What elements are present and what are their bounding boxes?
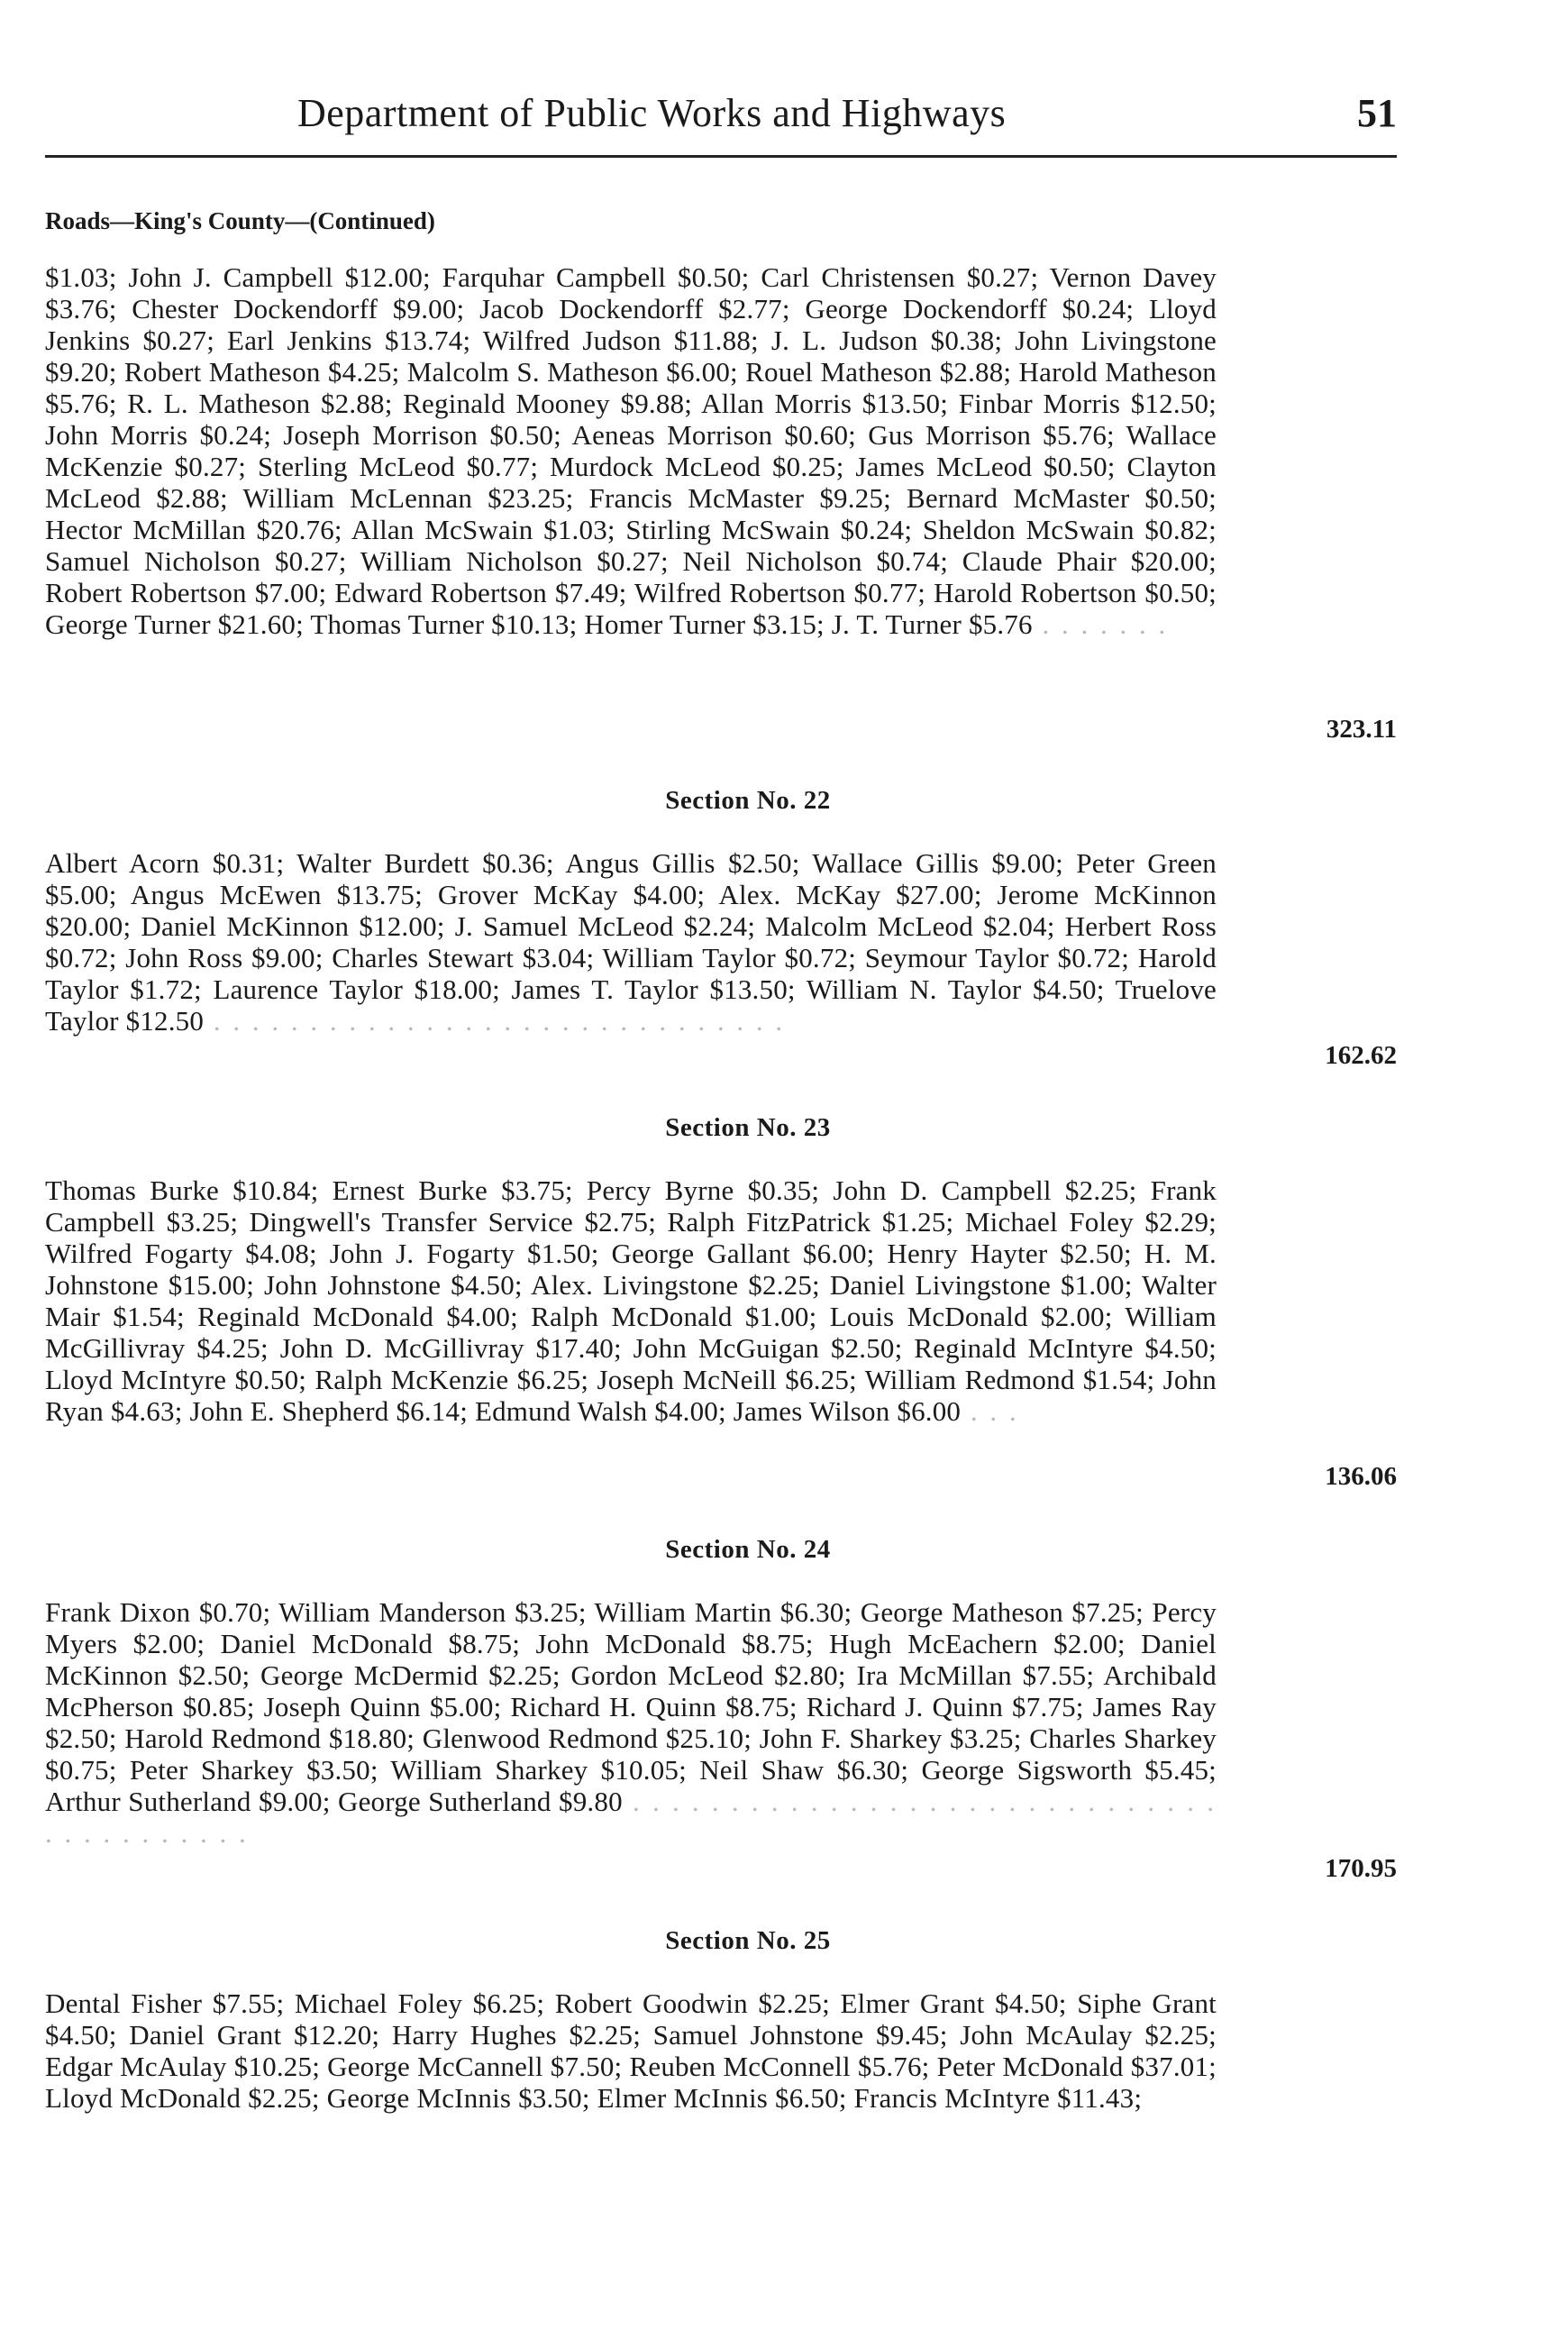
- entries-text: $1.03; John J. Campbell $12.00; Farquhar Campbell $0.50; Carl Christensen $0.27; Vernon Davey $3.76; Chester Dockendorff $9.00; Jacob Dockendorff $2.77; George Dockendorff $0.24; Lloyd Jenkins $0.27; Earl Jenkins $13.74; Wilfred Judson $11.88; J. L. Judson $0.38; John Livingstone $9.20; Robert Matheson $4.25; Malcolm S. Matheson $6.00; Rouel Matheson $2.88; Harold Matheson $5.76; R. L. Matheson $2.88; Reginald Mooney $9.88; Allan Morris $13.50; Finbar Morris $12.50; John Morris $0.24; Joseph Morrison $0.50; Aeneas Morrison $0.60; Gus Morrison $5.76; Wallace McKenzie $0.27; Sterling McLeod $0.77; Murdock McLeod $0.25; James McLeod $0.50; Clayton McLeod $2.88; William McLennan $23.25; Francis McMaster $9.25; Bernard McMaster $0.50; Hector McMillan $20.76; Allan McSwain $1.03; Stirling McSwain $0.24; Sheldon McSwain $0.82; Samuel Nicholson $0.27; William Nicholson $0.27; Neil Nicholson $0.74; Claude Phair $20.00; Robert Robertson $7.00; Edward Robertson $7.49; Wilfred Robertson $0.77; Harold Robertson $0.50; George Turner $21.60; Thomas Turner $10.13; Homer Turner $3.15; J. T. Turner $5.76: [45, 261, 1217, 640]
- section-total: 323.11: [1326, 715, 1397, 744]
- entries-text: Dental Fisher $7.55; Michael Foley $6.25; Robert Goodwin $2.25; Elmer Grant $4.50; Siphe Grant $4.50; Daniel Grant $12.20; Harry Hughes $2.25; Samuel Johnstone $9.45; John McAulay $2.25; Edgar McAulay $10.25; George McCannell $7.50; Reuben McConnell $5.76; Peter McDonald $37.01; Lloyd McDonald $2.25; George McInnis $3.50; Elmer McInnis $6.50; Francis McIntyre $11.43;: [45, 1987, 1217, 2114]
- running-heading: Roads—King's County—(Continued): [45, 207, 435, 234]
- section-entries: [45, 1596, 1217, 1849]
- page-title: Department of Public Works and Highways: [297, 91, 1007, 135]
- entries-text: Albert Acorn $0.31; Walter Burdett $0.36; Angus Gillis $2.50; Wallace Gillis $9.00; Peter Green $5.00; Angus McEwen $13.75; Grover McKay $4.00; Alex. McKay $27.00; Jerome McKinnon $20.00; Daniel McKinnon $12.00; J. Samuel McLeod $2.24; Malcolm McLeod $2.04; Herbert Ross $0.72; John Ross $9.00; Charles Stewart $3.04; William Taylor $0.72; Seymour Taylor $0.72; Harold Taylor $1.72; Laurence Taylor $18.00; James T. Taylor $13.50; William N. Taylor $4.50; Truelove Taylor $12.50: [45, 847, 1217, 1037]
- section-heading: Section No. 22: [665, 786, 831, 815]
- section-total: 162.62: [1325, 1041, 1397, 1070]
- page-number: 51: [1357, 91, 1397, 135]
- section-entries: [45, 1174, 1217, 1427]
- section-entries: [45, 847, 1217, 1037]
- section-heading: Section No. 23: [665, 1113, 831, 1142]
- continued-entries: [45, 261, 1217, 640]
- section-total: 170.95: [1325, 1854, 1397, 1883]
- entries-text: Frank Dixon $0.70; William Manderson $3.25; William Martin $6.30; George Matheson $7.25; Percy Myers $2.00; Daniel McDonald $8.75; John McDonald $8.75; Hugh McEachern $2.00; Daniel McKinnon $2.50; George McDermid $2.25; Gordon McLeod $2.80; Ira McMillan $7.55; Archibald McPherson $0.85; Joseph Quinn $5.00; Richard H. Quinn $8.75; Richard J. Quinn $7.75; James Ray $2.50; Harold Redmond $18.80; Glenwood Redmond $25.10; John F. Sharkey $3.25; Charles Sharkey $0.75; Peter Sharkey $3.50; William Sharkey $10.05; Neil Shaw $6.30; George Sigsworth $5.45; Arthur Sutherland $9.00; George Sutherland $9.80: [45, 1596, 1217, 1817]
- section-heading: Section No. 24: [665, 1535, 831, 1564]
- dot-leaders: . . . . . . . . . . . . . . . . . . . . . . . . . . . . . .: [204, 1005, 786, 1037]
- page-header: [45, 90, 1397, 153]
- dot-leaders: . . . . . . . . . . . . . . . . . . . . . . . . . . . . . . . . . . . . . . . . .: [45, 1786, 1217, 1849]
- dot-leaders: . . . . . . .: [1032, 608, 1169, 640]
- section-entries: [45, 1987, 1217, 2114]
- section-heading: Section No. 25: [665, 1926, 831, 1955]
- section-total: 136.06: [1325, 1462, 1397, 1491]
- dot-leaders: . . .: [961, 1395, 1019, 1427]
- entries-text: Thomas Burke $10.84; Ernest Burke $3.75; Percy Byrne $0.35; John D. Campbell $2.25; Frank Campbell $3.25; Dingwell's Transfer Service $2.75; Ralph FitzPatrick $1.25; Michael Foley $2.29; Wilfred Fogarty $4.08; John J. Fogarty $1.50; George Gallant $6.00; Henry Hayter $2.50; H. M. Johnstone $15.00; John Johnstone $4.50; Alex. Livingstone $2.25; Daniel Livingstone $1.00; Walter Mair $1.54; Reginald McDonald $4.00; Ralph McDonald $1.00; Louis McDonald $2.00; William McGillivray $4.25; John D. McGillivray $17.40; John McGuigan $2.50; Reginald McIntyre $4.50; Lloyd McIntyre $0.50; Ralph McKenzie $6.25; Joseph McNeill $6.25; William Redmond $1.54; John Ryan $4.63; John E. Shepherd $6.14; Edmund Walsh $4.00; James Wilson $6.00: [45, 1174, 1217, 1427]
- header-rule: [45, 155, 1397, 158]
